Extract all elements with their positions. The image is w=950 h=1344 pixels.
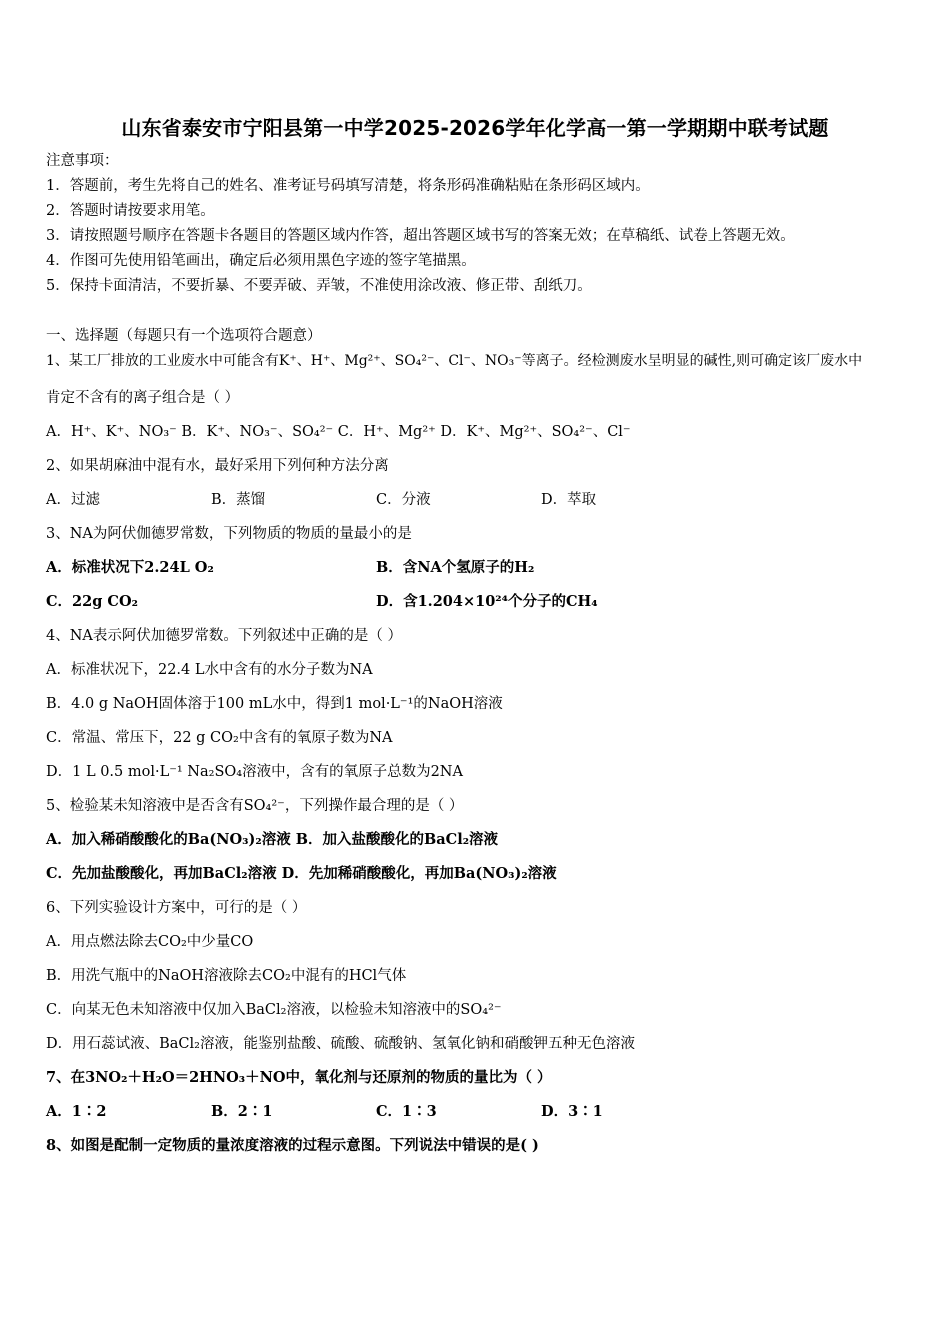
- q7-option-c: C．1∶3: [376, 1103, 437, 1120]
- exam-title: 山东省泰安市宁阳县第一中学2025-2026学年化学高一第一学期期中联考试题: [121, 116, 829, 140]
- q1-stem-line2: 肯定不含有的离子组合是（ ）: [46, 390, 240, 406]
- notice-heading: 注意事项：: [46, 153, 119, 169]
- q5-options-ab: A．加入稀硝酸酸化的Ba(NO₃)₂溶液 B．加入盐酸酸化的BaCl₂溶液: [46, 831, 499, 848]
- q7-option-a: A．1∶2: [46, 1103, 107, 1120]
- q7-stem: 7、在3NO₂＋H₂O＝2HNO₃＋NO中，氧化剂与还原剂的物质的量比为（ ）: [46, 1069, 552, 1086]
- q6-option-b: B．用洗气瓶中的NaOH溶液除去CO₂中混有的HCl气体: [46, 968, 407, 984]
- q1-stem-line1: 1、某工厂排放的工业废水中可能含有K⁺、H⁺、Mg²⁺、SO₄²⁻、Cl⁻、NO₃⁻等离子。经检测废水呈明显的碱性,则可确定该厂废水中: [46, 353, 863, 369]
- q4-option-a: A．标准状况下，22.4 L水中含有的水分子数为NA: [46, 662, 373, 678]
- q4-option-c: C．常温、常压下，22 g CO₂中含有的氧原子数为NA: [46, 730, 393, 746]
- q6-option-d: D．用石蕊试液、BaCl₂溶液，能鉴别盐酸、硫酸、硫酸钠、氢氧化钠和硝酸钾五种无色溶液: [46, 1036, 635, 1052]
- notice-item-3: 3．请按照题号顺序在答题卡各题目的答题区域内作答，超出答题区域书写的答案无效；在草稿纸、试卷上答题无效。: [46, 228, 795, 244]
- q6-stem: 6、下列实验设计方案中，可行的是（ ）: [46, 900, 307, 916]
- q3-option-a: A．标准状况下2.24L O₂: [46, 559, 214, 576]
- notice-item-5: 5．保持卡面清洁，不要折暴、不要弄破、弄皱，不准使用涂改液、修正带、刮纸刀。: [46, 278, 592, 294]
- q6-option-a: A．用点燃法除去CO₂中少量CO: [46, 934, 254, 950]
- q7-option-b: B．2∶1: [211, 1103, 273, 1120]
- q5-options-cd: C．先加盐酸酸化，再加BaCl₂溶液 D．先加稀硝酸酸化，再加Ba(NO₃)₂溶液: [46, 865, 557, 882]
- q3-option-c: C．22g CO₂: [46, 593, 138, 610]
- notice-item-2: 2．答题时请按要求用笔。: [46, 203, 215, 219]
- q1-options: A．H⁺、K⁺、NO₃⁻ B．K⁺、NO₃⁻、SO₄²⁻ C．H⁺、Mg²⁺ D．K⁺、Mg²⁺、SO₄²⁻、Cl⁻: [46, 424, 631, 440]
- q2-option-b: B．蒸馏: [211, 492, 266, 508]
- q5-stem: 5、检验某未知溶液中是否含有SO₄²⁻，下列操作最合理的是（ ）: [46, 798, 464, 814]
- q8-stem: 8、如图是配制一定物质的量浓度溶液的过程示意图。下列说法中错误的是( ): [46, 1137, 539, 1154]
- notice-item-1: 1．答题前，考生先将自己的姓名、准考证号码填写清楚，将条形码准确粘贴在条形码区域内。: [46, 178, 650, 194]
- q7-option-d: D．3∶1: [541, 1103, 603, 1120]
- q3-option-d: D．含1.204×10²⁴个分子的CH₄: [376, 593, 598, 610]
- q4-option-b: B．4.0 g NaOH固体溶于100 mL水中，得到1 mol·L⁻¹的NaOH溶液: [46, 696, 503, 712]
- q2-option-a: A．过滤: [46, 492, 100, 508]
- section-heading: 一、选择题（每题只有一个选项符合题意）: [46, 328, 322, 344]
- q3-option-b: B．含NA个氢原子的H₂: [376, 559, 535, 576]
- q4-stem: 4、NA表示阿伏加德罗常数。下列叙述中正确的是（ ）: [46, 628, 402, 644]
- q4-option-d: D．1 L 0.5 mol·L⁻¹ Na₂SO₄溶液中，含有的氧原子总数为2NA: [46, 764, 463, 780]
- notice-item-4: 4．作图可先使用铅笔画出，确定后必须用黑色字迹的签字笔描黑。: [46, 253, 476, 269]
- q2-option-c: C．分液: [376, 492, 431, 508]
- q2-stem: 2、如果胡麻油中混有水，最好采用下列何种方法分离: [46, 458, 389, 474]
- q6-option-c: C．向某无色未知溶液中仅加入BaCl₂溶液，以检验未知溶液中的SO₄²⁻: [46, 1002, 502, 1018]
- q3-stem: 3、NA为阿伏伽德罗常数，下列物质的物质的量最小的是: [46, 526, 412, 542]
- q2-option-d: D．萃取: [541, 492, 597, 508]
